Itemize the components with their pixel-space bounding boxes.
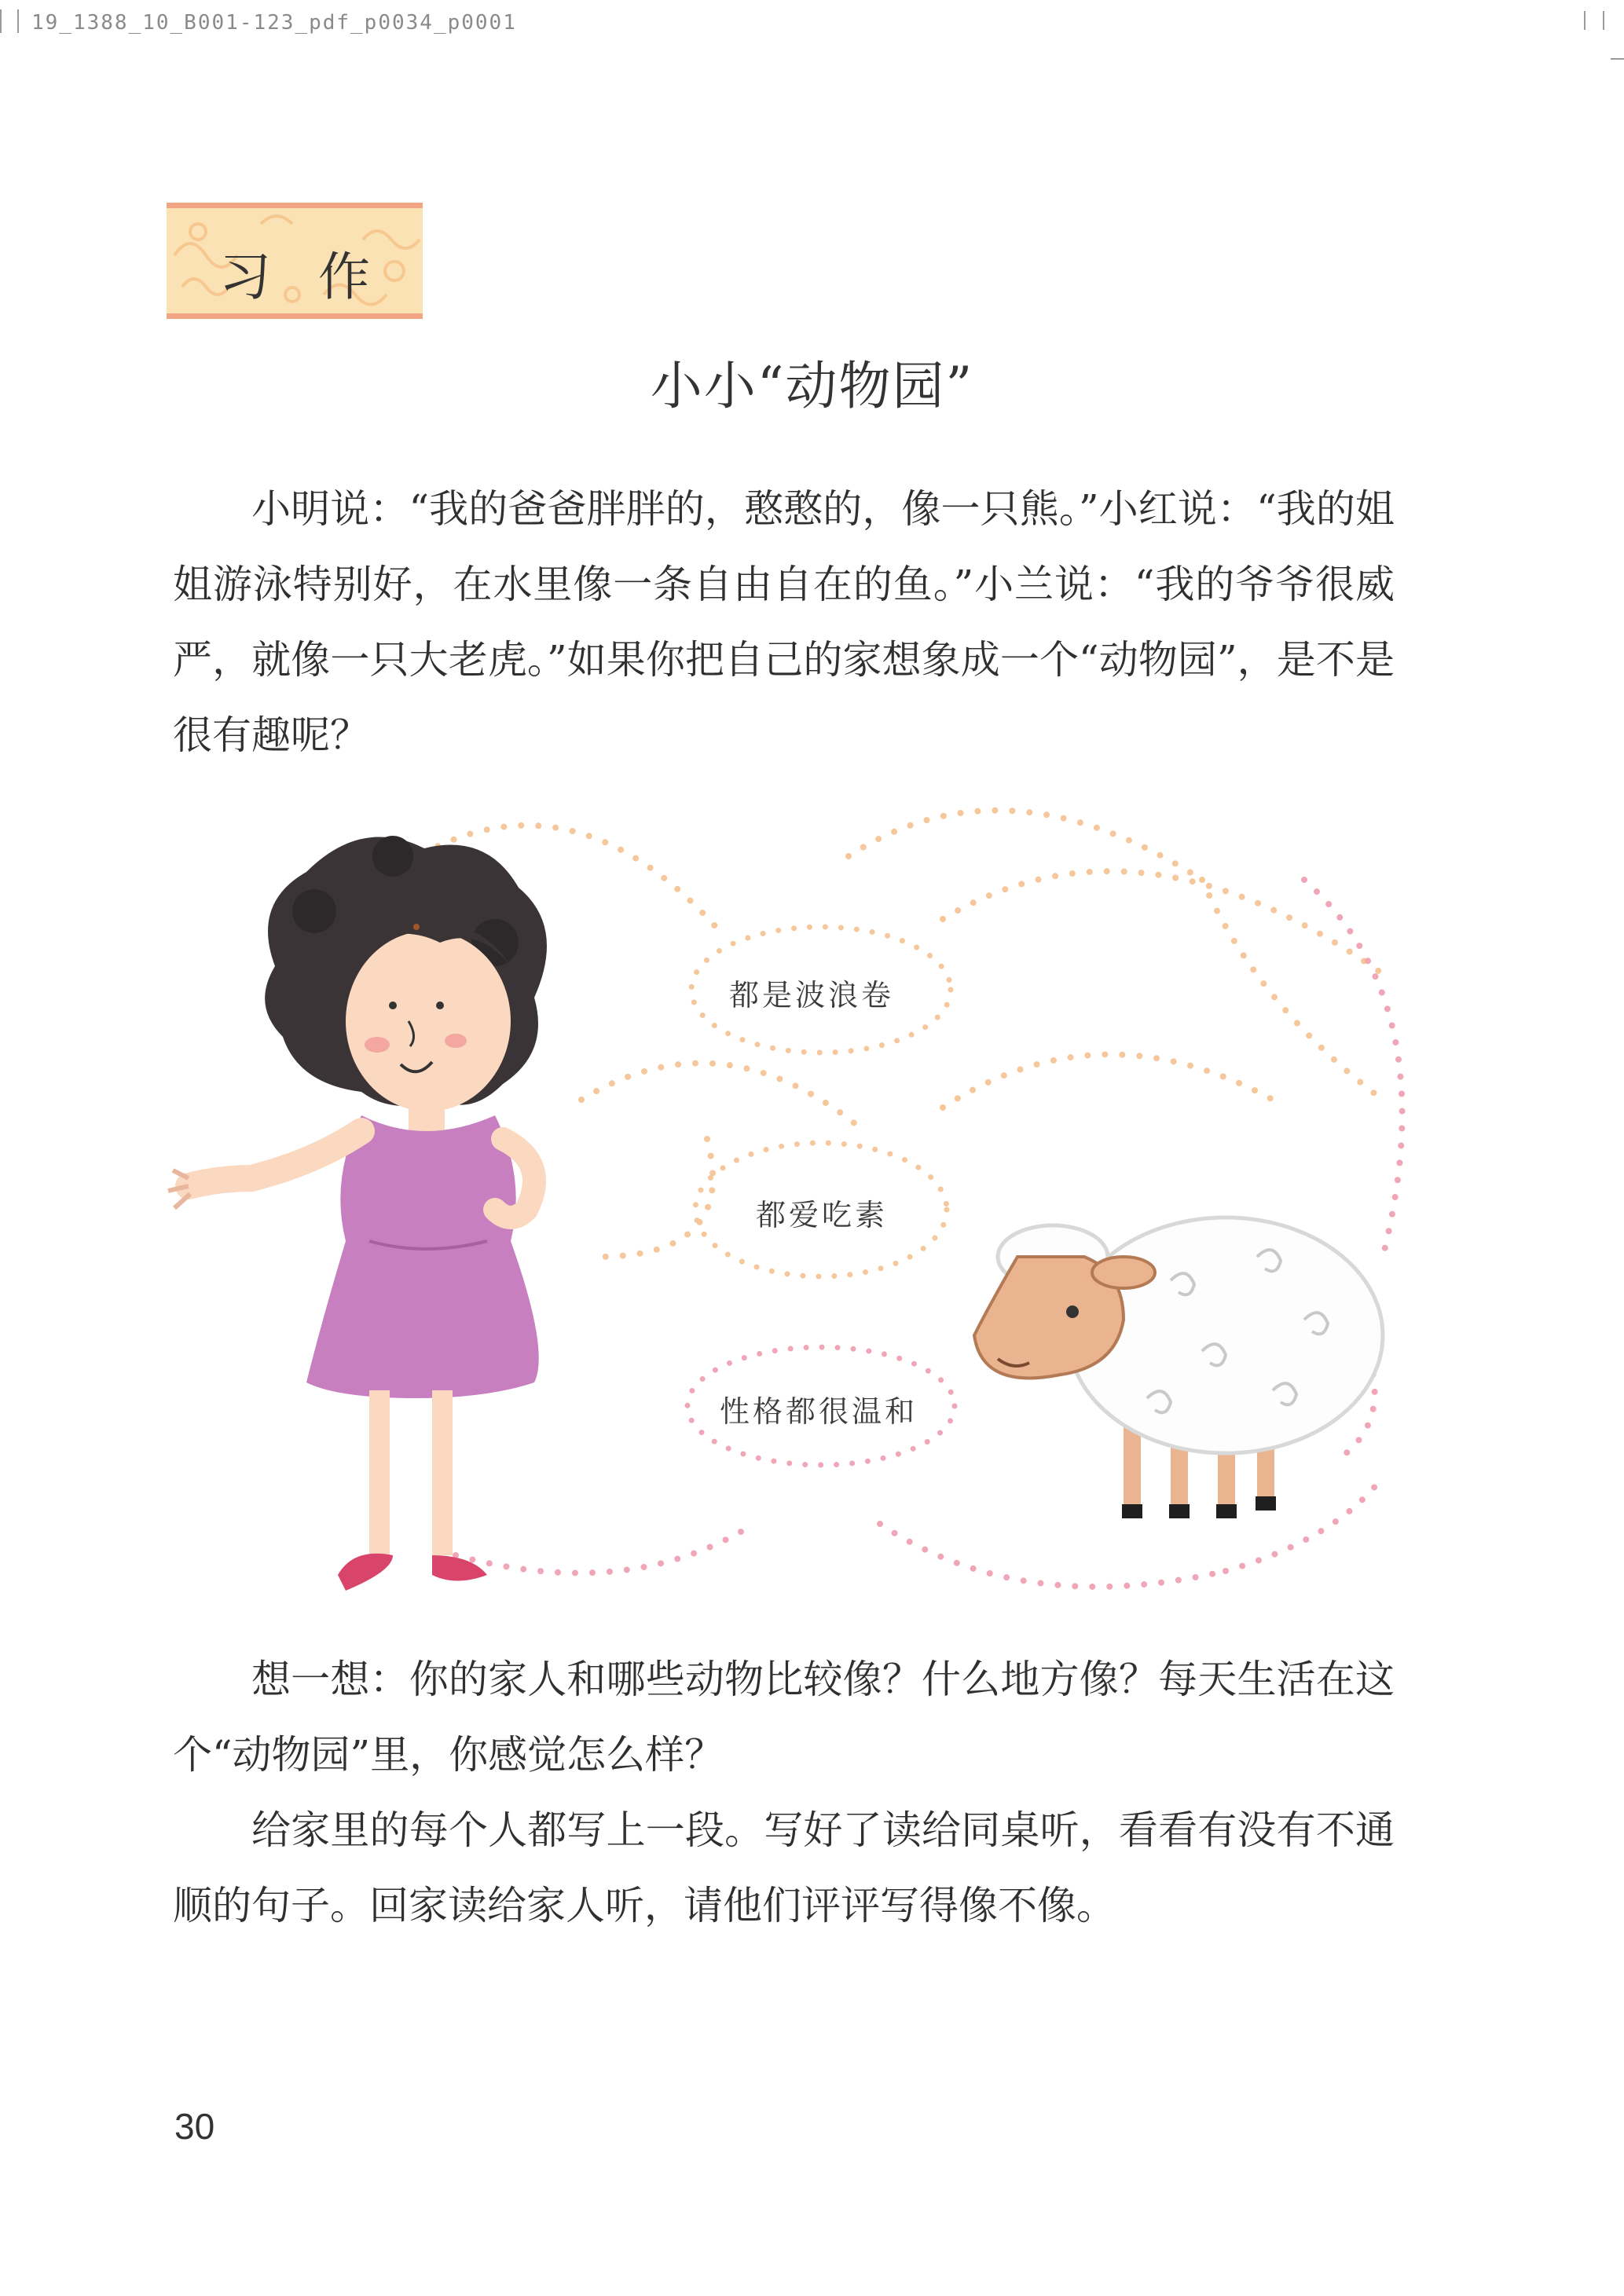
file-code-header: 19_1388_10_B001-123_pdf_p0034_p0001 [31, 11, 517, 35]
bubble-label: 都爱吃素 [756, 1198, 889, 1232]
intro-paragraph: 小明说：“我的爸爸胖胖的，憨憨的，像一只熊。”小红说：“我的姐姐游泳特别好，在水里像一条自由自在的鱼。”小兰说：“我的爷爷很威严，就像一只大老虎。”如果你把自己的家想象成一个“动物园”，是不是很有趣呢？ [173, 486, 1395, 758]
crop-mark [17, 9, 19, 33]
woman-figure [168, 836, 547, 1591]
crop-mark [0, 9, 2, 33]
illustration [157, 770, 1430, 1610]
crop-mark [1603, 11, 1604, 30]
page-title: 小小“动物园” [650, 356, 974, 416]
crop-mark [1611, 58, 1624, 60]
illustration-drawing [157, 770, 1430, 1610]
bubble-label: 性格都很温和 [720, 1394, 918, 1429]
sheep-figure [974, 1218, 1383, 1518]
task-paragraph: 给家里的每个人都写上一段。写好了读给同桌听，看看有没有不通顺的句子。回家读给家人听，请他们评评写得像不像。 [173, 1807, 1395, 1928]
section-tag [167, 203, 423, 319]
bubble-label: 都是波浪卷 [729, 978, 895, 1013]
think-paragraph: 想一想：你的家人和哪些动物比较像？什么地方像？每天生活在这个“动物园”里，你感觉怎么样？ [173, 1657, 1395, 1778]
crop-mark [1584, 11, 1586, 30]
page-number: 30 [174, 2106, 215, 2147]
section-tag-label: 习作 [219, 247, 417, 307]
